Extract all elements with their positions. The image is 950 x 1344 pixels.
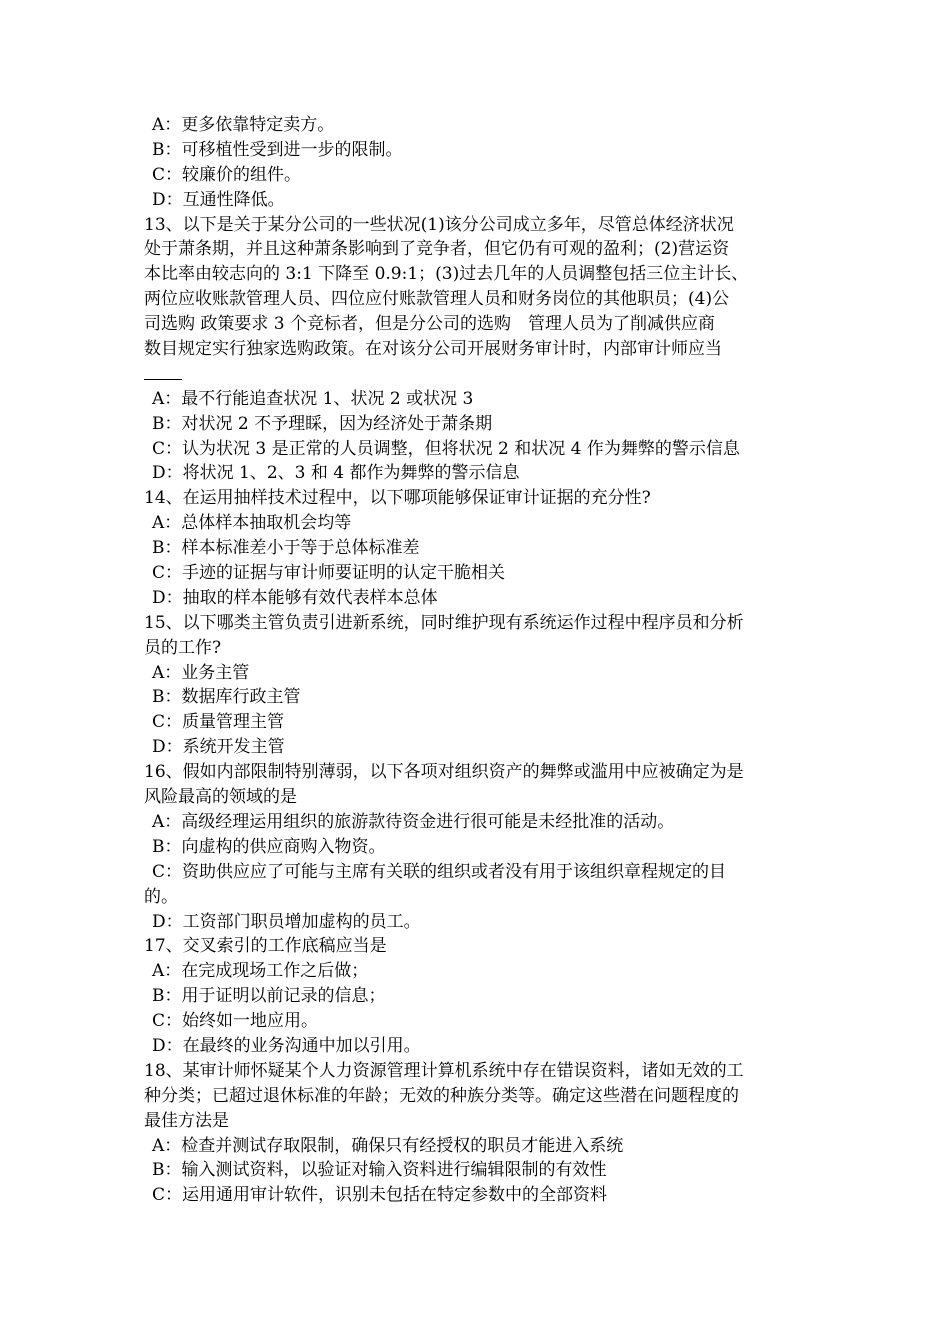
question-text-line: 17、交叉索引的工作底稿应当是: [144, 936, 387, 957]
answer-option: D：将状况 1、2、3 和 4 都作为舞弊的警示信息: [152, 463, 520, 484]
question-text-line: 16、假如内部限制特别薄弱，以下各项对组织资产的舞弊或滥用中应被确定为是: [144, 762, 744, 783]
question-text-line: 最佳方法是: [144, 1110, 229, 1131]
answer-option: B：向虚构的供应商购入物资。: [152, 836, 386, 857]
question-text-line: 14、在运用抽样技术过程中，以下哪项能够保证审计证据的充分性?: [144, 488, 651, 509]
question-text-line: 员的工作?: [144, 637, 222, 658]
answer-option: A：检查并测试存取限制，确保只有经授权的职员才能进入系统: [152, 1135, 624, 1156]
answer-option: D：工资部门职员增加虚构的员工。: [152, 911, 421, 932]
question-text-line: 的。: [144, 886, 178, 907]
answer-option: B：用于证明以前记录的信息；: [152, 986, 386, 1007]
document-body: [144, 113, 808, 1208]
question-text-line: 13、以下是关于某分公司的一些状况(1)该分公司成立多年，尽管总体经济状况: [144, 214, 734, 235]
answer-option: C：资助供应应了可能与主席有关联的组织或者没有用于该组织章程规定的目: [152, 861, 727, 882]
answer-option: B：样本标准差小于等于总体标准差: [152, 538, 420, 559]
question-text-line: 风险最高的领域的是: [144, 787, 297, 808]
answer-option: D：在最终的业务沟通中加以引用。: [152, 1035, 421, 1056]
question-text-line: 两位应收账款管理人员、四位应付账款管理人员和财务岗位的其他职员；(4)公: [144, 289, 730, 310]
question-text-line: 处于萧条期，并且这种萧条影响到了竞争者，但它仍有可观的盈利；(2)营运资: [144, 239, 730, 260]
answer-blank-underline: [144, 379, 182, 380]
answer-option: C：质量管理主管: [152, 712, 285, 733]
answer-option: A：更多依靠特定卖方。: [152, 115, 335, 135]
answer-option: C：运用通用审计软件，识别未包括在特定参数中的全部资料: [152, 1185, 608, 1206]
question-text-line: 司选购 政策要求 3 个竞标者，但是分公司的选购 管理人员为了削减供应商: [144, 314, 716, 335]
answer-option: B：对状况 2 不予理睬，因为经济处于萧条期: [152, 413, 493, 434]
answer-option: D：互通性降低。: [152, 189, 285, 210]
answer-option: C：较廉价的组件。: [152, 164, 302, 185]
question-text-line: 15、以下哪类主管负责引进新系统，同时维护现有系统运作过程中程序员和分析: [144, 612, 744, 633]
answer-option: C：认为状况 3 是正常的人员调整，但将状况 2 和状况 4 作为舞弊的警示信息: [152, 438, 740, 459]
answer-option: D：系统开发主管: [152, 737, 285, 758]
answer-option: C：手迹的证据与审计师要证明的认定干脆相关: [152, 563, 506, 584]
answer-option: A：业务主管: [152, 662, 250, 683]
question-text-line: 本比率由较志向的 3:1 下降至 0.9:1；(3)过去几年的人员调整包括三位主计长、: [144, 264, 749, 285]
question-text-line: 数目规定实行独家选购政策。在对该分公司开展财务审计时，内部审计师应当: [144, 339, 722, 360]
answer-option: A：总体样本抽取机会均等: [152, 513, 352, 534]
question-text-line: 18、某审计师怀疑某个人力资源管理计算机系统中存在错误资料，诸如无效的工: [144, 1060, 744, 1081]
answer-option: A：最不行能追查状况 1、状况 2 或状况 3: [152, 388, 474, 409]
answer-option: B：输入测试资料，以验证对输入资料进行编辑限制的有效性: [152, 1160, 607, 1181]
question-text-line: 种分类；已超过退休标准的年龄；无效的种族分类等。确定这些潜在问题程度的: [144, 1085, 739, 1106]
answer-option: C：始终如一地应用。: [152, 1011, 319, 1032]
answer-option: B：数据库行政主管: [152, 687, 301, 708]
answer-option: D：抽取的样本能够有效代表样本总体: [152, 587, 438, 608]
answer-option: B：可移植性受到进一步的限制。: [152, 139, 403, 160]
answer-option: A：在完成现场工作之后做；: [152, 961, 369, 982]
answer-blank: [144, 362, 808, 387]
answer-option: A：高级经理运用组织的旅游款待资金进行很可能是未经批准的活动。: [152, 811, 675, 832]
